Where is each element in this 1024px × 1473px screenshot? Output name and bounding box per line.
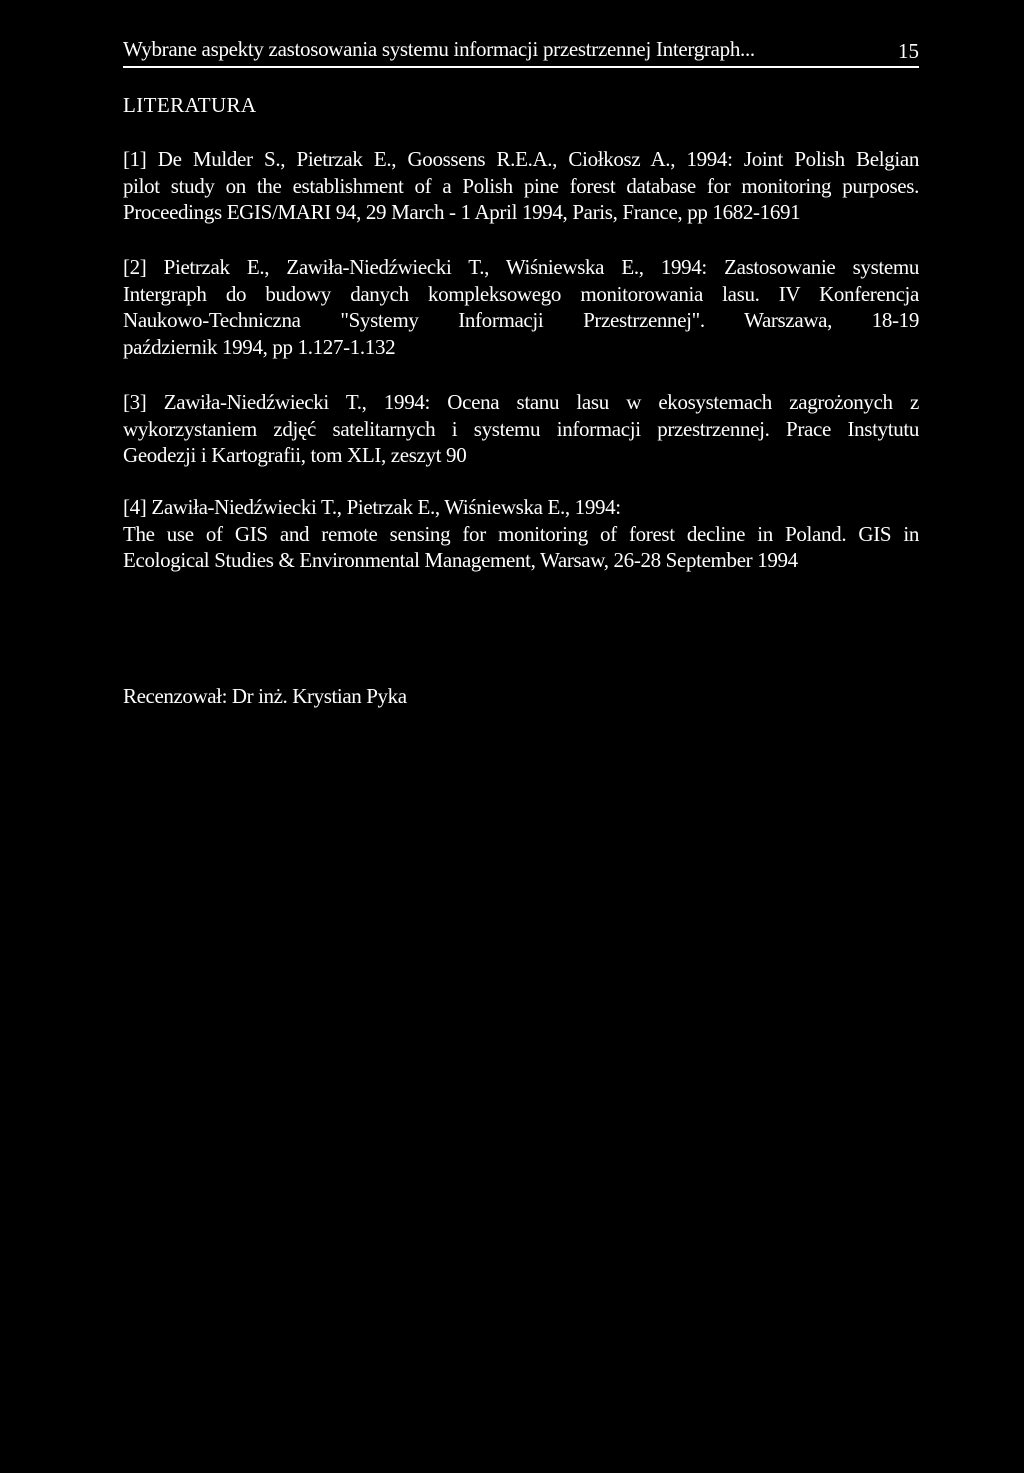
reference-line: Geodezji i Kartografii, tom XLI, zeszyt 90	[123, 443, 467, 467]
reference-3	[123, 389, 919, 469]
reference-line: [1] De Mulder S., Pietrzak E., Goossens R.E.A., Ciołkosz A., 1994: Joint Polish Belgian	[123, 147, 919, 171]
page-number: 15	[898, 39, 919, 63]
reference-line: Proceedings EGIS/MARI 94, 29 March - 1 April 1994, Paris, France, pp 1682-1691	[123, 200, 801, 224]
reference-line: Naukowo-Techniczna "Systemy Informacji Przestrzennej". Warszawa, 18-19	[123, 308, 919, 332]
reference-2	[123, 254, 919, 360]
reviewer-note: Recenzował: Dr inż. Krystian Pyka	[123, 684, 407, 708]
reference-line: [4] Zawiła-Niedźwiecki T., Pietrzak E., Wiśniewska E., 1994:	[123, 495, 621, 519]
reference-4	[123, 494, 919, 574]
reference-line: wykorzystaniem zdjęć satelitarnych i systemu informacji przestrzennej. Prace Instytutu	[123, 416, 919, 441]
reference-line: Ecological Studies & Environmental Management, Warsaw, 26-28 September 1994	[123, 548, 798, 572]
reference-line: październik 1994, pp 1.127-1.132	[123, 334, 396, 359]
reference-line: [3] Zawiła-Niedźwiecki T., 1994: Ocena stanu lasu w ekosystemach zagrożonych z	[123, 390, 919, 414]
running-header-title: Wybrane aspekty zastosowania systemu informacji przestrzennej Intergraph...	[123, 37, 755, 61]
reference-line: The use of GIS and remote sensing for monitoring of forest decline in Poland. GIS in	[123, 521, 919, 546]
reference-line: [2] Pietrzak E., Zawiła-Niedźwiecki T., Wiśniewska E., 1994: Zastosowanie systemu	[123, 255, 919, 279]
running-header	[123, 34, 919, 68]
section-heading: LITERATURA	[123, 93, 257, 117]
reference-1	[123, 146, 919, 226]
reference-line: Intergraph do budowy danych kompleksowego monitorowania lasu. IV Konferencja	[123, 281, 919, 306]
reference-line: pilot study on the establishment of a Polish pine forest database for monitoring purposes.	[123, 173, 919, 198]
